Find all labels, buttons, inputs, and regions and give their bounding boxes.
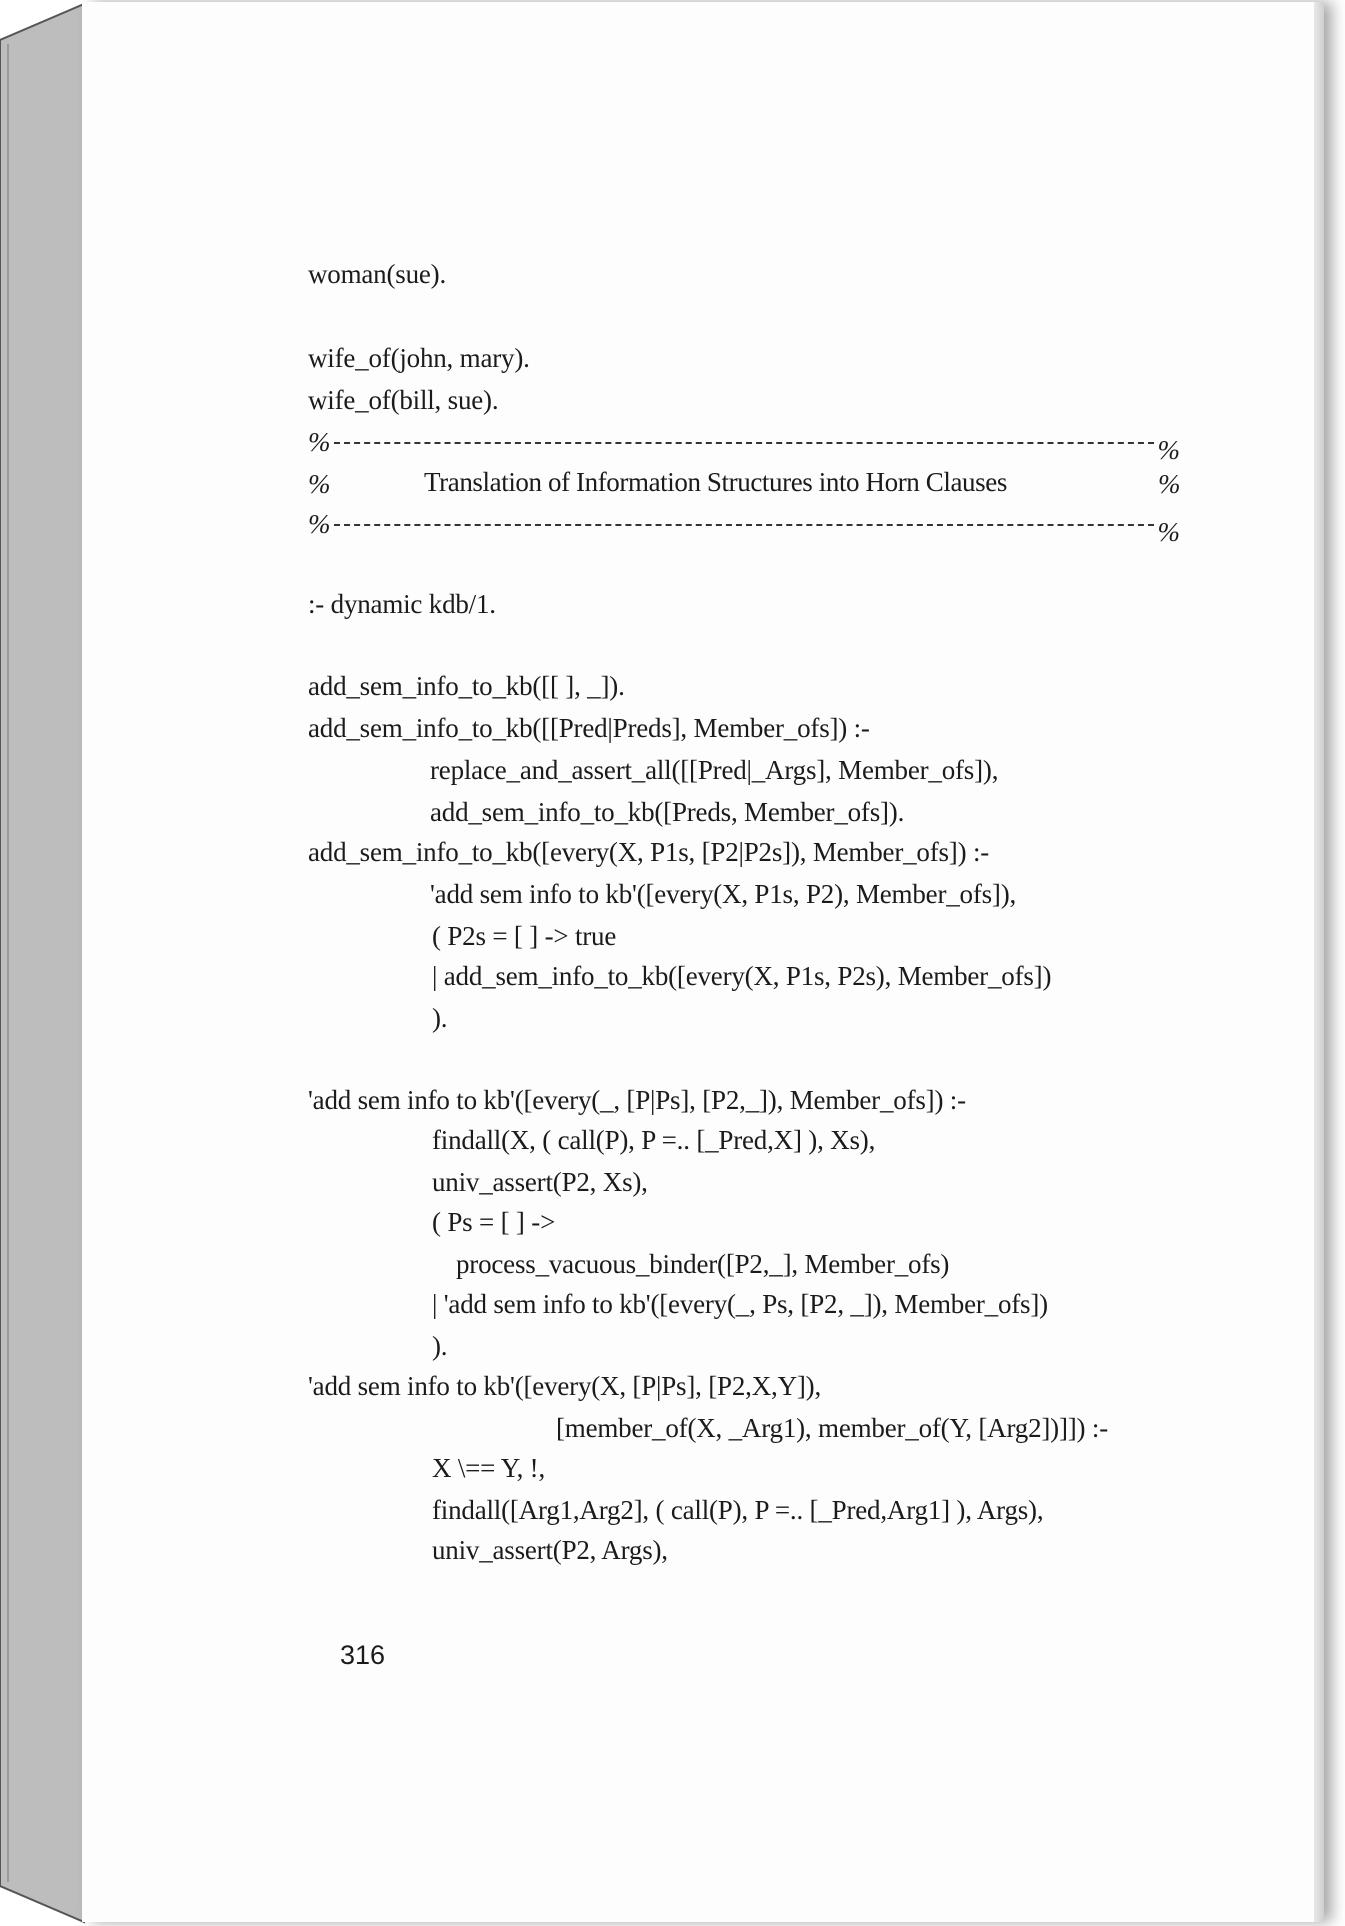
code-line: findall(X, ( call(P), P =.. [_Pred,X] ), Xs), bbox=[432, 1125, 876, 1155]
code-line: replace_and_assert_all([[Pred|_Args], Member_ofs]), bbox=[430, 755, 999, 785]
book-page bbox=[82, 2, 1322, 1922]
comment-separator bbox=[308, 508, 1180, 547]
comment-separator bbox=[308, 426, 1180, 465]
code-line: univ_assert(P2, Xs), bbox=[432, 1167, 648, 1197]
page-number: 316 bbox=[340, 1640, 386, 1670]
comment-percent: % bbox=[308, 427, 331, 457]
code-line: ). bbox=[432, 1003, 448, 1033]
code-line: process_vacuous_binder([P2,_], Member_ofs) bbox=[456, 1249, 950, 1279]
code-line: wife_of(john, mary). bbox=[308, 343, 530, 373]
code-line: univ_assert(P2, Args), bbox=[432, 1535, 668, 1565]
code-line: | add_sem_info_to_kb([every(X, P1s, P2s), Member_ofs]) bbox=[432, 961, 1052, 991]
code-line: add_sem_info_to_kb([[ ], _]). bbox=[308, 671, 625, 701]
code-line: X \== Y, !, bbox=[432, 1453, 546, 1483]
code-line: 'add sem info to kb'([every(_, [P|Ps], [P2,_]), Member_ofs]) :- bbox=[308, 1085, 966, 1115]
code-line: add_sem_info_to_kb([every(X, P1s, [P2|P2s]), Member_ofs]) :- bbox=[308, 837, 990, 867]
code-line: [member_of(X, _Arg1), member_of(Y, [Arg2])]]) :- bbox=[556, 1413, 1108, 1443]
code-line: findall([Arg1,Arg2], ( call(P), P =.. [_Pred,Arg1] ), Args), bbox=[432, 1495, 1044, 1525]
code-line: add_sem_info_to_kb([Preds, Member_ofs]). bbox=[430, 797, 905, 827]
code-line: ( Ps = [ ] -> bbox=[432, 1207, 556, 1237]
comment-percent: % bbox=[1158, 469, 1181, 499]
comment-title: Translation of Information Structures into Horn Clauses bbox=[424, 467, 1007, 497]
code-line: 'add sem info to kb'([every(X, P1s, P2), Member_ofs]), bbox=[430, 879, 1017, 909]
code-line: ). bbox=[432, 1331, 448, 1361]
comment-percent: % bbox=[308, 469, 331, 499]
dashed-rule bbox=[334, 524, 1154, 526]
code-line: woman(sue). bbox=[308, 259, 447, 289]
comment-percent: % bbox=[1157, 517, 1180, 547]
code-line: | 'add sem info to kb'([every(_, Ps, [P2, _]), Member_ofs]) bbox=[432, 1289, 1048, 1319]
code-line: :- dynamic kdb/1. bbox=[308, 589, 496, 619]
code-line: ( P2s = [ ] -> true bbox=[432, 921, 617, 951]
code-line: 'add sem info to kb'([every(X, [P|Ps], [P2,X,Y]), bbox=[308, 1371, 821, 1401]
code-line: add_sem_info_to_kb([[Pred|Preds], Member_ofs]) :- bbox=[308, 713, 870, 743]
code-line: wife_of(bill, sue). bbox=[308, 385, 499, 415]
book-spine bbox=[0, 0, 90, 1926]
comment-percent: % bbox=[308, 509, 331, 539]
dashed-rule bbox=[334, 442, 1154, 444]
comment-percent: % bbox=[1157, 435, 1180, 465]
